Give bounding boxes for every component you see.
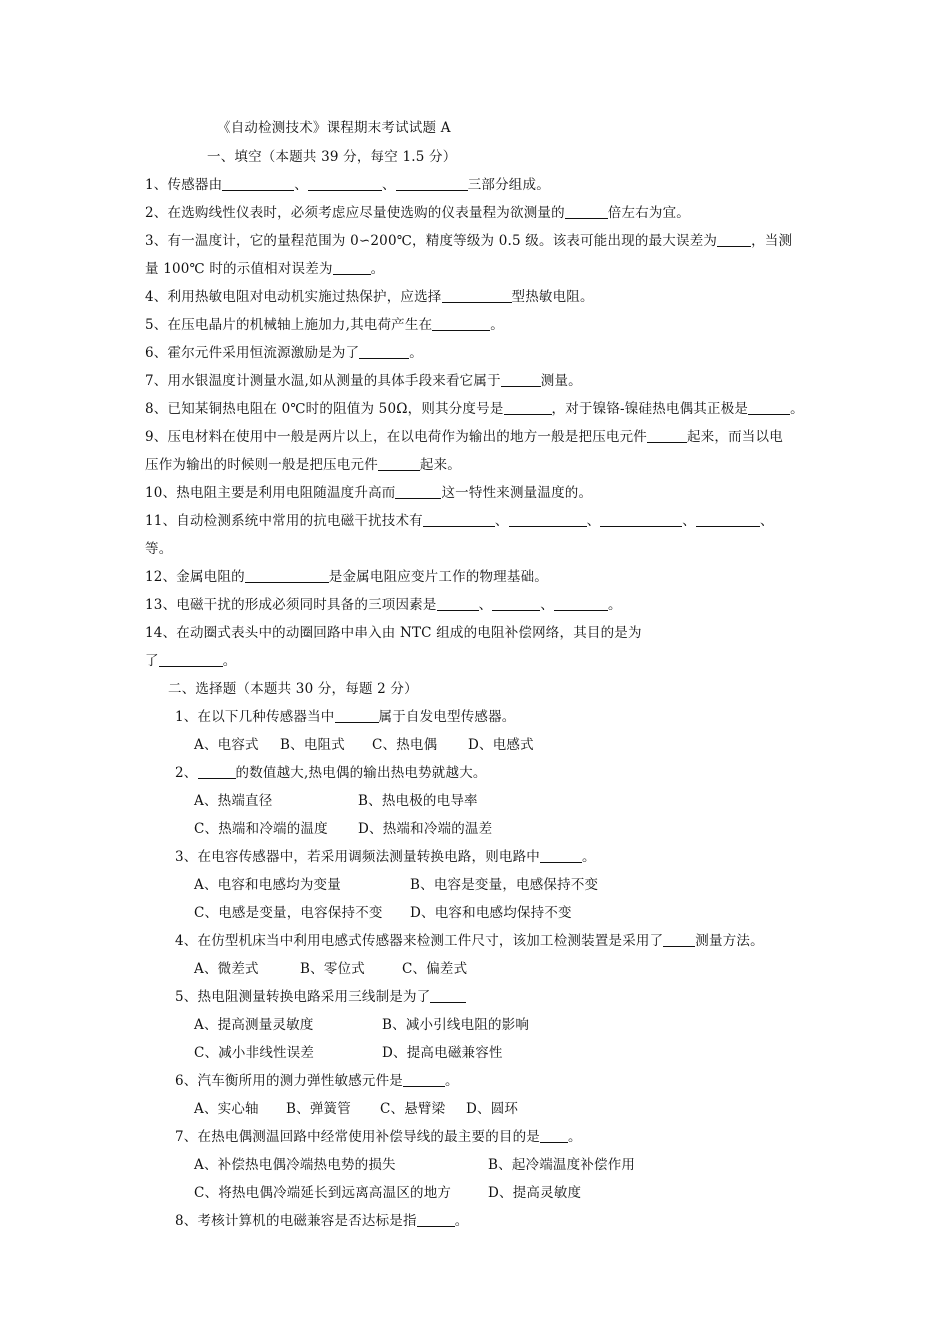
- choice-question-7: 7、在热电偶测温回路中经常使用补偿导线的最主要的目的是 。: [175, 1129, 582, 1145]
- blank-line: [437, 596, 479, 611]
- choice-question-4: 4、在仿型机床当中利用电感式传感器来检测工件尺寸，该加工检测装置是采用了 测量方法。: [175, 933, 764, 949]
- fill-question-3-line-1: 3、有一温度计，它的量程范围为 0∽200℃，精度等级为 0.5 级。该表可能出现的最大误差为 ，当测: [145, 233, 793, 249]
- choice-2-option-c: C、热端和冷端的温度: [194, 821, 328, 837]
- choice-4-option-a: A、微差式: [194, 961, 259, 977]
- blank-line: [308, 176, 382, 191]
- choice-3-option-c: C、电感是变量，电容保持不变: [194, 905, 383, 921]
- fill-question-3-line-2: 量 100℃ 时的示值相对误差为 。: [145, 261, 385, 277]
- choice-question-3: 3、在电容传感器中，若采用调频法测量转换电路，则电路中 。: [175, 849, 596, 865]
- choice-1-option-b: B、电阻式: [280, 737, 345, 753]
- choice-4-option-b: B、零位式: [300, 961, 365, 977]
- page-title: 《自动检测技术》课程期末考试试题 A: [217, 120, 451, 136]
- choice-7-option-d: D、提高灵敏度: [488, 1185, 582, 1201]
- blank-line: [222, 176, 294, 191]
- choice-1-option-a: A、电容式: [194, 737, 259, 753]
- fill-question-4: 4、利用热敏电阻对电动机实施过热保护，应选择 型热敏电阻。: [145, 289, 594, 305]
- blank-line: [159, 652, 223, 667]
- choice-2-option-d: D、热端和冷端的温差: [358, 821, 493, 837]
- choice-question-2: 2、 的数值越大,热电偶的输出热电势就越大。: [175, 765, 487, 781]
- choice-6-option-b: B、弹簧管: [286, 1101, 351, 1117]
- fill-question-14-line-1: 14、在动圈式表头中的动圈回路中串入由 NTC 组成的电阻补偿网络，其目的是为: [145, 625, 642, 641]
- choice-5-option-c: C、减小非线性误差: [194, 1045, 315, 1061]
- blank-line: [696, 512, 760, 527]
- fill-question-14-line-2: 了 。: [145, 653, 237, 669]
- blank-line: [717, 232, 751, 247]
- choice-5-option-b: B、减小引线电阻的影响: [382, 1017, 530, 1033]
- fill-question-8: 8、已知某铜热电阻在 0℃时的阻值为 50Ω，则其分度号是 ，对于镍铬-镍硅热电偶其正极是 。: [145, 401, 804, 417]
- fill-question-13: 13、电磁干扰的形成必须同时具备的三项因素是 、 、 。: [145, 597, 622, 613]
- blank-line: [504, 400, 552, 415]
- choice-6-option-a: A、实心轴: [194, 1101, 259, 1117]
- fill-question-11-line-1: 11、自动检测系统中常用的抗电磁干扰技术有 、 、 、 、: [145, 513, 774, 529]
- blank-line: [565, 204, 608, 219]
- fill-question-12: 12、金属电阻的 是金属电阻应变片工作的物理基础。: [145, 569, 548, 585]
- blank-line: [492, 596, 540, 611]
- choice-2-option-a: A、热端直径: [194, 793, 273, 809]
- blank-line: [748, 400, 790, 415]
- choice-5-option-a: A、提高测量灵敏度: [194, 1017, 314, 1033]
- fill-question-1: 1、传感器由 、 、 三部分组成。: [145, 177, 550, 193]
- choice-question-8: 8、考核计算机的电磁兼容是否达标是指 。: [175, 1213, 469, 1229]
- blank-line: [403, 1072, 445, 1087]
- choice-7-option-b: B、起冷端温度补偿作用: [488, 1157, 636, 1173]
- blank-line: [540, 848, 582, 863]
- choice-7-option-c: C、将热电偶冷端延长到远离高温区的地方: [194, 1185, 452, 1201]
- blank-line: [442, 288, 512, 303]
- blank-line: [600, 512, 682, 527]
- blank-line: [501, 372, 541, 387]
- choice-1-option-c: C、热电偶: [372, 737, 438, 753]
- choice-3-option-a: A、电容和电感均为变量: [194, 877, 341, 893]
- section-1-heading: 一、填空（本题共 39 分，每空 1.5 分）: [207, 149, 457, 165]
- choice-4-option-c: C、偏差式: [402, 961, 468, 977]
- choice-question-5: 5、热电阻测量转换电路采用三线制是为了: [175, 988, 466, 1006]
- choice-3-option-d: D、电容和电感均保持不变: [410, 905, 572, 921]
- blank-line: [540, 1128, 568, 1143]
- choice-question-1: 1、在以下几种传感器当中 属于自发电型传感器。: [175, 709, 516, 725]
- choice-2-option-b: B、热电极的电导率: [358, 793, 478, 809]
- fill-question-11-line-2: 等。: [145, 541, 173, 557]
- blank-line: [509, 512, 587, 527]
- blank-line: [245, 568, 329, 583]
- blank-line: [423, 512, 495, 527]
- blank-line: [554, 596, 608, 611]
- choice-5-option-d: D、提高电磁兼容性: [382, 1045, 503, 1061]
- fill-question-9-line-2: 压作为输出的时候则一般是把压电元件 起来。: [145, 457, 462, 473]
- fill-question-2: 2、在选购线性仪表时，必须考虑应尽量使选购的仪表量程为欲测量的 倍左右为宜。: [145, 205, 690, 221]
- fill-question-10: 10、热电阻主要是利用电阻随温度升高而 这一特性来测量温度的。: [145, 485, 593, 501]
- blank-line: [198, 764, 236, 779]
- blank-line: [417, 1212, 455, 1227]
- blank-line: [432, 316, 490, 331]
- fill-question-5: 5、在压电晶片的机械轴上施加力,其电荷产生在 。: [145, 317, 504, 333]
- blank-line: [335, 708, 379, 723]
- choice-6-option-d: D、圆环: [466, 1101, 519, 1117]
- choice-7-option-a: A、补偿热电偶冷端热电势的损失: [194, 1157, 396, 1173]
- blank-line: [333, 260, 371, 275]
- blank-line: [359, 344, 409, 359]
- choice-3-option-b: B、电容是变量，电感保持不变: [410, 877, 599, 893]
- fill-question-6: 6、霍尔元件采用恒流源激励是为了 。: [145, 345, 423, 361]
- section-2-heading: 二、选择题（本题共 30 分，每题 2 分）: [168, 681, 418, 697]
- fill-question-7: 7、用水银温度计测量水温,如从测量的具体手段来看它属于 测量。: [145, 373, 582, 389]
- blank-line: [647, 428, 687, 443]
- blank-line: [430, 988, 466, 1003]
- fill-question-9-line-1: 9、压电材料在使用中一般是两片以上，在以电荷作为输出的地方一般是把压电元件 起来，而当以电: [145, 429, 783, 445]
- blank-line: [395, 484, 441, 499]
- blank-line: [396, 176, 468, 191]
- choice-question-6: 6、汽车衡所用的测力弹性敏感元件是 。: [175, 1073, 459, 1089]
- blank-line: [663, 932, 695, 947]
- blank-line: [378, 456, 420, 471]
- choice-1-option-d: D、电感式: [468, 737, 534, 753]
- choice-6-option-c: C、悬臂梁: [380, 1101, 446, 1117]
